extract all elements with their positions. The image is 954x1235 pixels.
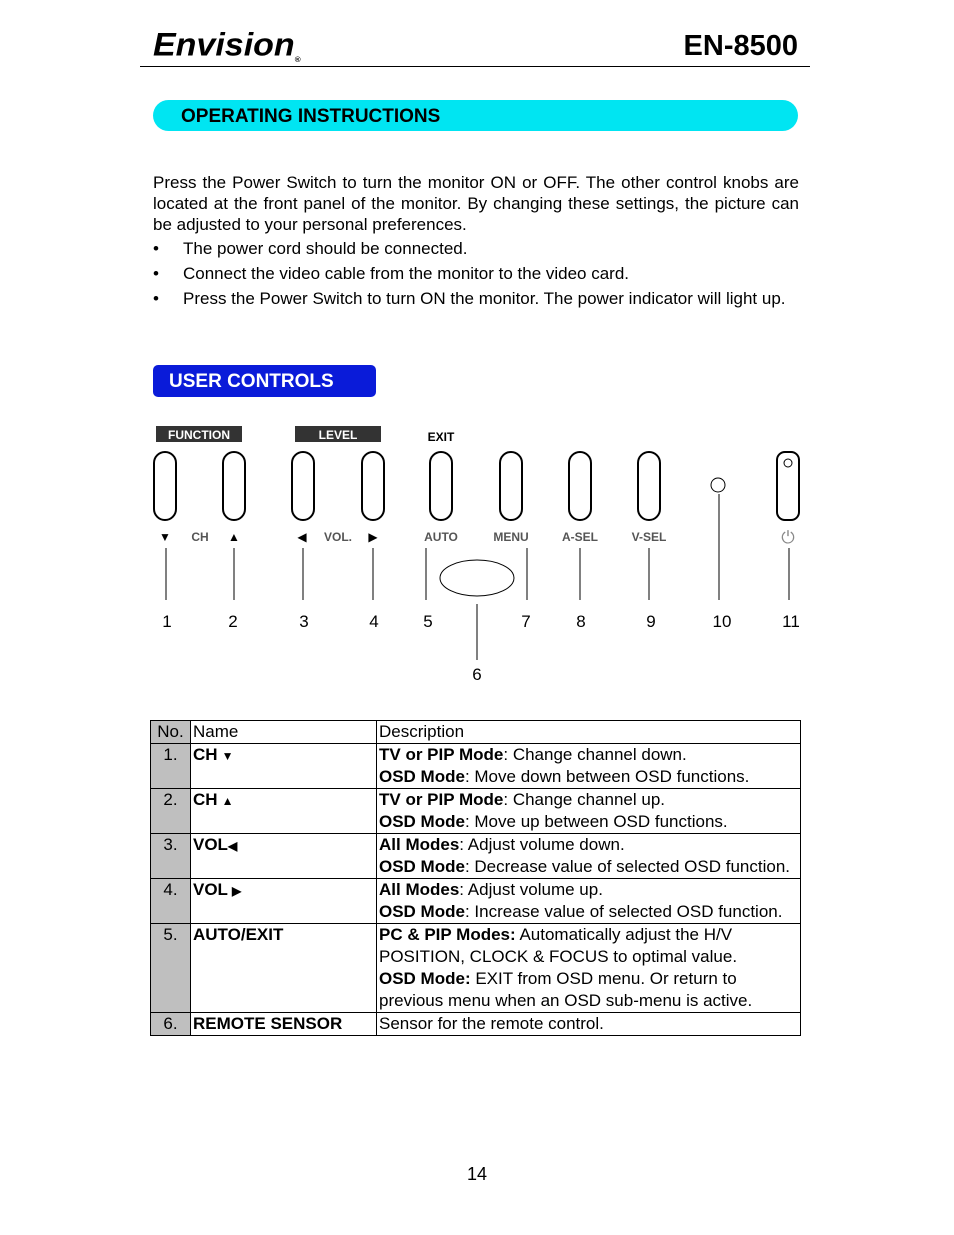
table-row [151,789,801,834]
header-no: No. [151,721,191,744]
mode-label: TV or PIP Mode [379,745,504,764]
row-description [377,1013,801,1036]
mode-label: TV or PIP Mode [379,790,504,809]
header-divider [140,66,810,67]
controls-table [150,720,801,1036]
vol-up-button[interactable] [362,452,384,520]
row-name-text: VOL [193,835,228,854]
function-label: FUNCTION [168,428,230,442]
row-number: 5. [151,924,191,1013]
row-description [377,924,801,1013]
auto-button[interactable] [430,452,452,520]
callout-number: 11 [782,612,800,631]
description-line [379,924,798,968]
bullet-text: The power cord should be connected. [183,239,468,258]
callout-number: 1 [162,612,172,631]
description-line [379,901,798,923]
callout-number: 4 [369,612,379,631]
mode-text: : Change channel up. [503,790,665,809]
mode-label: PC & PIP Modes: [379,925,516,944]
up-arrow-icon: ▲ [221,794,234,808]
header-name: Name [191,721,377,744]
ch-down-button[interactable] [154,452,176,520]
row-name: REMOTE SENSOR [191,1013,377,1036]
exit-label: EXIT [427,430,455,444]
bullet-dot: • [153,239,159,258]
header-description: Description [377,721,801,744]
description-line [379,968,798,1012]
ch-up-button[interactable] [223,452,245,520]
callout-number: 2 [228,612,238,631]
description-line [379,856,798,878]
row-description [377,834,801,879]
table-row [151,879,801,924]
mode-text: : Decrease value of selected OSD function. [464,857,791,876]
mode-text: : Adjust volume up. [459,880,603,899]
menu-button[interactable] [500,452,522,520]
a-sel-button[interactable] [569,452,591,520]
table-row [151,834,801,879]
front-panel-diagram [140,420,820,690]
row-number: 4. [151,879,191,924]
mode-text: : Move up between OSD functions. [464,812,728,831]
callout-number: 5 [423,612,433,631]
up-arrow-icon: ▲ [228,530,240,544]
mode-text: Automatically adjust the H/V POSITION, CLOCK & FOCUS to optimal value. [379,925,738,966]
callout-number: 7 [521,612,531,631]
power-icon: ⏻ [781,528,795,547]
power-indicator-led [711,478,725,492]
row-description [377,744,801,789]
mode-label: OSD Mode [379,812,465,831]
row-description [377,789,801,834]
table-row [151,924,801,1013]
auto-label: AUTO [424,530,458,544]
remote-sensor-window [440,560,514,596]
brand-logo-text: Envision [153,26,295,64]
description-line [379,744,798,766]
row-name [191,789,377,834]
mode-label: All Modes [379,880,460,899]
mode-text: : Change channel down. [503,745,687,764]
bullet-dot: • [153,289,159,308]
mode-label: OSD Mode: [379,969,471,988]
page-number: 14 [466,1164,488,1184]
mode-text: : Increase value of selected OSD function. [464,902,783,921]
callout-number: 6 [472,665,482,684]
down-arrow-icon: ▼ [221,749,234,763]
right-arrow-icon: ▶ [368,530,378,544]
brand-logo [153,27,301,64]
row-number: 1. [151,744,191,789]
mode-label: OSD Mode [379,857,465,876]
row-name: AUTO/EXIT [191,924,377,1013]
section-title-controls: USER CONTROLS [169,371,334,392]
row-name [191,879,377,924]
mode-text: EXIT from OSD menu. Or return to previous menu when an OSD sub-menu is active. [379,969,753,1010]
callout-number: 9 [646,612,656,631]
row-description [377,879,801,924]
description-line [379,1013,798,1035]
v-sel-label: V-SEL [631,530,667,544]
mode-label: OSD Mode [379,902,465,921]
power-switch-dot [784,459,792,467]
table-row [151,1013,801,1036]
row-number: 2. [151,789,191,834]
row-name [191,834,377,879]
intro-paragraph: Press the Power Switch to turn the monitor ON or OFF. The other control knobs are located at the front panel of the monitor. By changing these settings, the picture can be adjusted to your personal preferences. [153,173,799,234]
mode-text: : Move down between OSD functions. [464,767,750,786]
row-name [191,744,377,789]
right-arrow-icon: ▶ [231,884,242,898]
model-number: EN-8500 [683,30,798,62]
vol-down-button[interactable] [292,452,314,520]
bullet-item [153,236,799,261]
vol-label: VOL. [323,530,353,544]
callout-number: 3 [299,612,309,631]
mode-text: Sensor for the remote control. [379,1014,604,1033]
brand-registered-mark: ® [294,55,301,65]
left-arrow-icon: ◀ [297,530,307,544]
left-arrow-icon: ◀ [227,839,238,853]
row-number: 3. [151,834,191,879]
section-title-operating: OPERATING INSTRUCTIONS [181,106,441,127]
bullet-item [153,261,799,286]
a-sel-label: A-SEL [562,530,598,544]
description-line [379,879,798,901]
level-label: LEVEL [318,428,358,442]
bullet-item [153,286,799,336]
bullet-dot: • [153,264,159,283]
row-number: 6. [151,1013,191,1036]
callout-number: 8 [576,612,586,631]
mode-label: OSD Mode [379,767,465,786]
description-line [379,811,798,833]
bullet-text: Connect the video cable from the monitor to the video card. [183,264,630,283]
row-name-text: CH [193,745,218,764]
menu-label: MENU [493,530,529,544]
description-line [379,834,798,856]
mode-text: : Adjust volume down. [459,835,625,854]
bullet-text: Press the Power Switch to turn ON the monitor. The power indicator will light up. [183,289,786,308]
callout-number: 10 [712,612,732,631]
mode-label: All Modes [379,835,460,854]
table-header-row [151,721,801,744]
description-line [379,766,798,788]
down-arrow-icon: ▼ [159,530,171,544]
description-line [379,789,798,811]
row-name-text: CH [193,790,218,809]
v-sel-button[interactable] [638,452,660,520]
row-name-text: VOL [193,880,228,899]
table-row [151,744,801,789]
ch-label: CH [191,530,209,544]
